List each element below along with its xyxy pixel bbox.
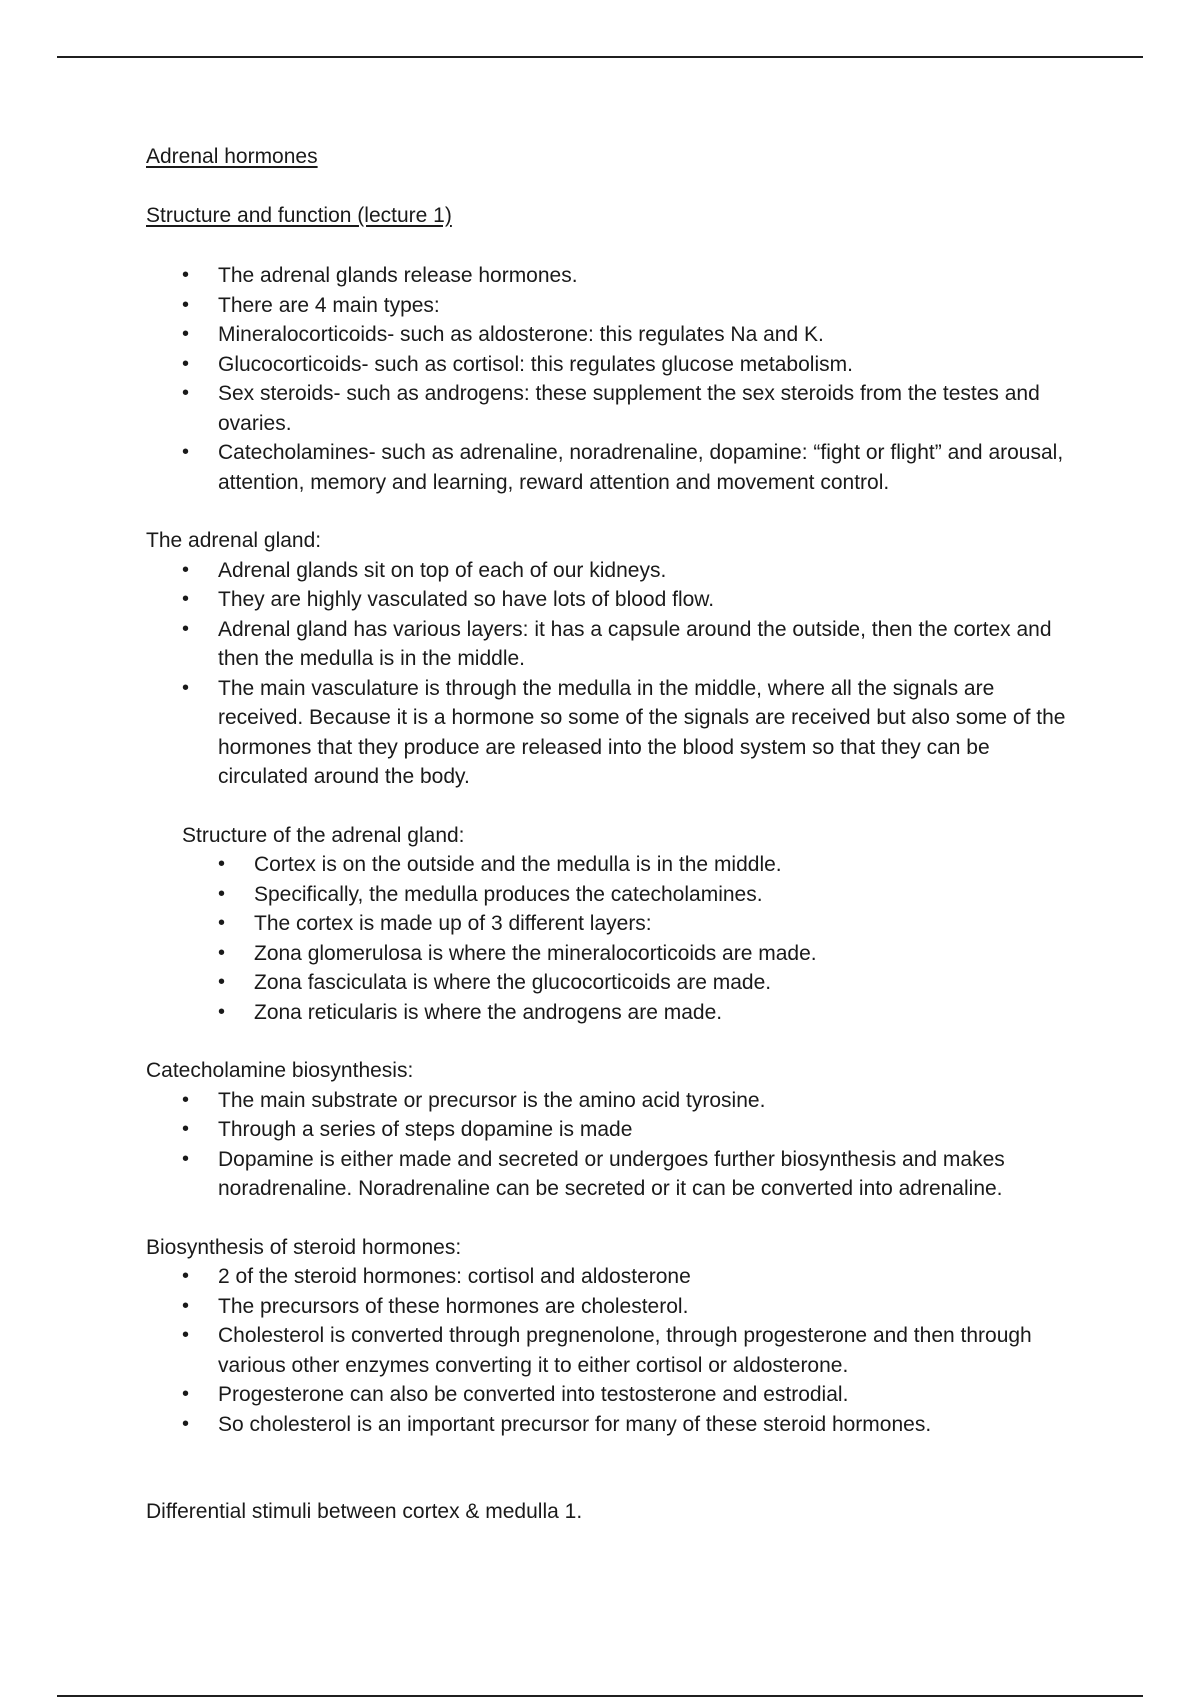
spacer <box>146 1439 1066 1497</box>
top-rule <box>57 56 1143 58</box>
list-item: • They are highly vasculated so have lots of blood flow. <box>146 585 1066 615</box>
list-item: • Dopamine is either made and secreted or undergoes further biosynthesis and makes noradrenaline. Noradrenaline can be secreted or it can be converted into adrenaline. <box>146 1145 1066 1204</box>
spacer <box>146 497 1066 526</box>
list-item: • The cortex is made up of 3 different layers: <box>182 909 1066 939</box>
intro-bullet-list <box>146 261 1066 497</box>
list-item: • Mineralocorticoids- such as aldosterone: this regulates Na and K. <box>146 320 1066 350</box>
closing-line: Differential stimuli between cortex & medulla 1. <box>146 1500 583 1523</box>
spacer <box>146 1204 1066 1233</box>
document-body <box>146 142 1066 1527</box>
structure-heading: Structure of the adrenal gland: <box>182 823 465 847</box>
document-title: Adrenal hormones <box>146 145 318 168</box>
list-item: • 2 of the steroid hormones: cortisol and aldosterone <box>146 1262 1066 1292</box>
list-item: • Specifically, the medulla produces the catecholamines. <box>182 880 1066 910</box>
list-item: • The main vasculature is through the medulla in the middle, where all the signals are received. Because it is a hormone so some of the signals are received but also some of the hormones that they produce are released into the blood system so that they can be circulated around the body. <box>146 674 1066 792</box>
spacer <box>146 792 1066 821</box>
list-item: • Zona fasciculata is where the glucocorticoids are made. <box>182 968 1066 998</box>
catecholamine-heading: Catecholamine biosynthesis: <box>146 1059 414 1082</box>
list-item: • Glucocorticoids- such as cortisol: this regulates glucose metabolism. <box>146 350 1066 380</box>
list-item: • Cholesterol is converted through pregnenolone, through progesterone and then through various other enzymes converting it to either cortisol or aldosterone. <box>146 1321 1066 1380</box>
spacer <box>146 1027 1066 1056</box>
list-item: • Cortex is on the outside and the medulla is in the middle. <box>182 850 1066 880</box>
steroid-bullet-list <box>146 1262 1066 1439</box>
list-item: • Catecholamines- such as adrenaline, noradrenaline, dopamine: “fight or flight” and arousal, attention, memory and learning, reward attention and movement control. <box>146 438 1066 497</box>
structure-bullet-list <box>182 850 1066 1027</box>
adrenal-gland-bullet-list <box>146 556 1066 792</box>
list-item: • Zona reticularis is where the androgens are made. <box>182 998 1066 1028</box>
steroid-heading: Biosynthesis of steroid hormones: <box>146 1235 462 1259</box>
section-subtitle: Structure and function (lecture 1) <box>146 203 452 227</box>
list-item: • Through a series of steps dopamine is made <box>146 1115 1066 1145</box>
list-item: • Sex steroids- such as androgens: these supplement the sex steroids from the testes and ovaries. <box>146 379 1066 438</box>
list-item: • Adrenal gland has various layers: it has a capsule around the outside, then the cortex and then the medulla is in the middle. <box>146 615 1066 674</box>
list-item: • Progesterone can also be converted into testosterone and estrodial. <box>146 1380 1066 1410</box>
adrenal-gland-heading: The adrenal gland: <box>146 529 322 552</box>
structure-section <box>146 821 1066 1028</box>
catecholamine-bullet-list <box>146 1086 1066 1204</box>
list-item: • The adrenal glands release hormones. <box>146 261 1066 291</box>
list-item: • The main substrate or precursor is the amino acid tyrosine. <box>146 1086 1066 1116</box>
list-item: • Adrenal glands sit on top of each of our kidneys. <box>146 556 1066 586</box>
list-item: • So cholesterol is an important precursor for many of these steroid hormones. <box>146 1410 1066 1440</box>
list-item: • The precursors of these hormones are cholesterol. <box>146 1292 1066 1322</box>
list-item: • Zona glomerulosa is where the mineralocorticoids are made. <box>182 939 1066 969</box>
list-item: • There are 4 main types: <box>146 291 1066 321</box>
bottom-rule <box>57 1695 1143 1697</box>
